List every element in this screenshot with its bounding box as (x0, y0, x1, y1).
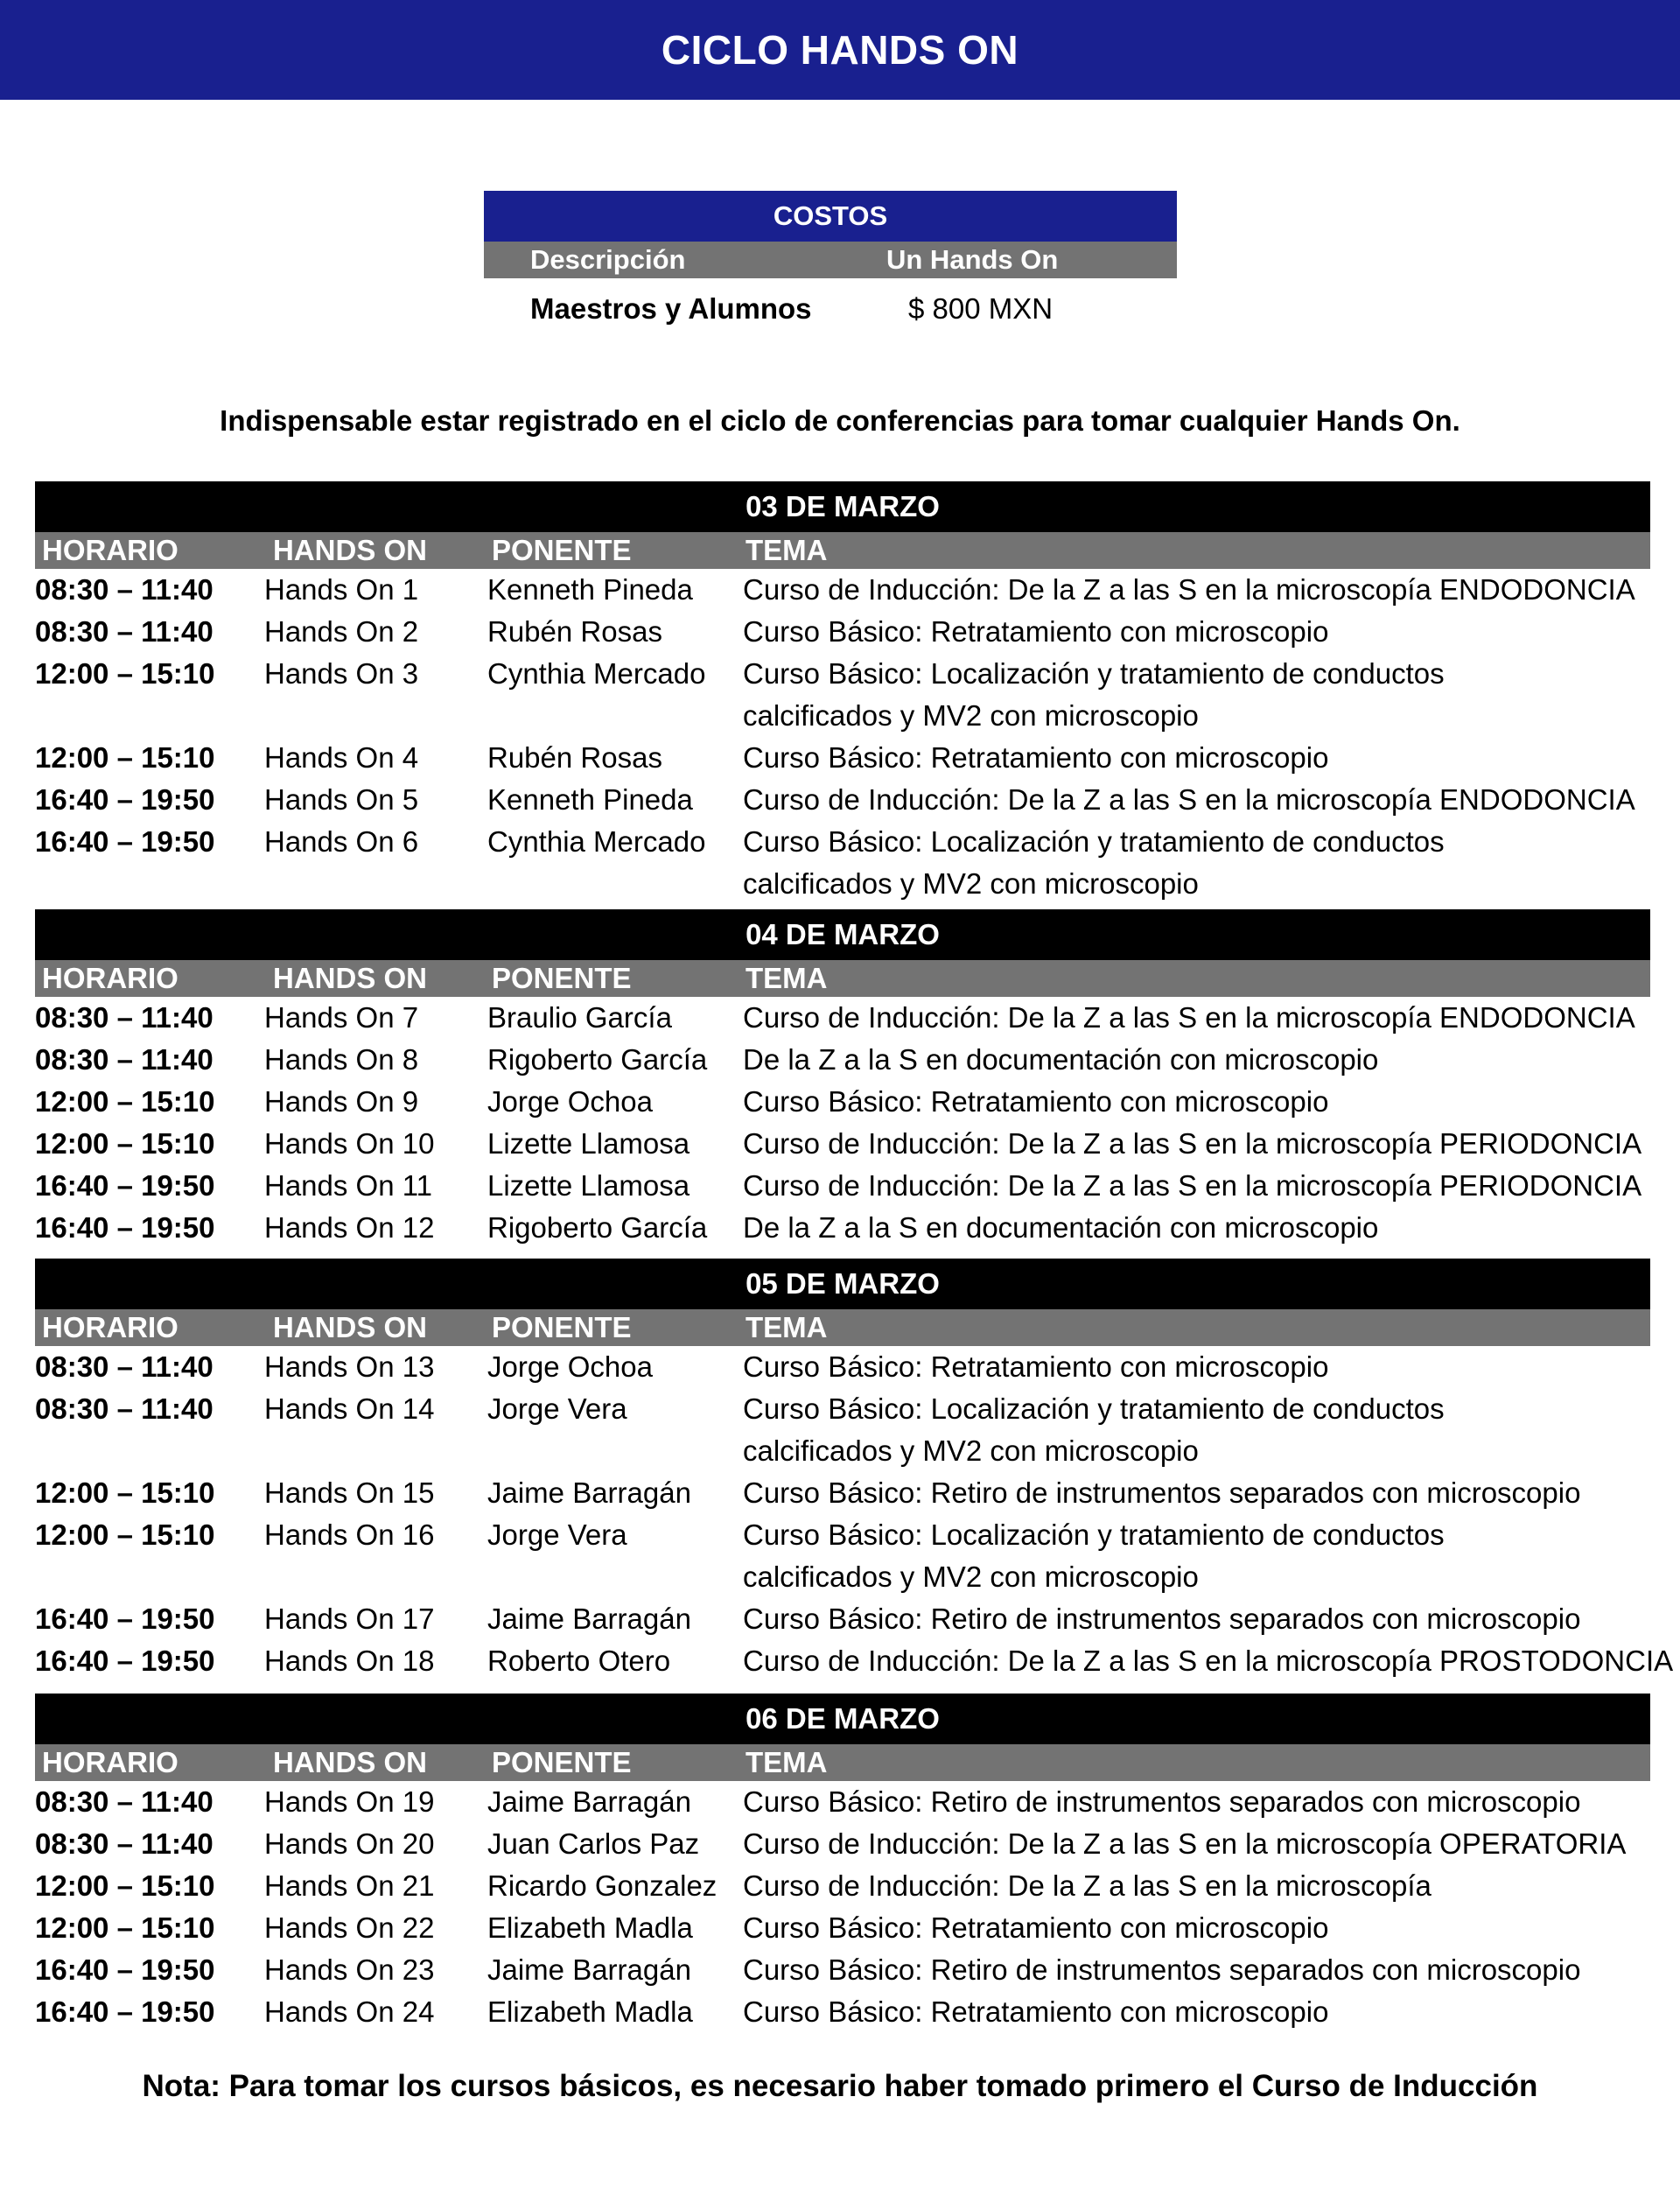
day-rows (35, 1781, 1650, 2033)
schedule-row (35, 1472, 1650, 1514)
col-hands-on: HANDS ON (273, 1311, 428, 1343)
speaker-cell: Braulio García (487, 1001, 672, 1034)
time-cell: 12:00 – 15:10 (35, 1476, 215, 1509)
hands-on-cell: Hands On 7 (264, 1001, 419, 1034)
speaker-cell: Elizabeth Madla (487, 1911, 693, 1944)
schedule-row (35, 997, 1650, 1039)
day-title: 03 DE MARZO (35, 481, 1650, 532)
col-hands-on: HANDS ON (273, 534, 428, 566)
day-title: 06 DE MARZO (35, 1694, 1650, 1744)
topic-cell: Curso Básico: Localización y tratamiento de conductos (743, 1518, 1445, 1551)
time-cell: 12:00 – 15:10 (35, 1518, 215, 1551)
schedule-row (35, 1991, 1650, 2033)
speaker-cell: Jorge Ochoa (487, 1350, 653, 1383)
day-section (35, 909, 1650, 1249)
schedule-row (35, 1388, 1650, 1472)
day-section (35, 481, 1650, 905)
hands-on-cell: Hands On 21 (264, 1869, 435, 1902)
topic-cell: Curso Básico: Retratamiento con microscopio (743, 1085, 1329, 1118)
topic-cell: Curso Básico: Retratamiento con microscopio (743, 1995, 1329, 2028)
topic-cell: De la Z a la S en documentación con microscopio (743, 1211, 1379, 1244)
hands-on-cell: Hands On 14 (264, 1392, 435, 1425)
time-cell: 08:30 – 11:40 (35, 573, 214, 606)
time-cell: 08:30 – 11:40 (35, 1350, 214, 1383)
schedule-row (35, 1823, 1650, 1865)
time-cell: 16:40 – 19:50 (35, 783, 215, 816)
time-cell: 12:00 – 15:10 (35, 657, 215, 690)
speaker-cell: Cynthia Mercado (487, 825, 706, 858)
topic-cell: Curso Básico: Retiro de instrumentos separados con microscopio (743, 1476, 1581, 1509)
col-ponente: PONENTE (492, 1746, 632, 1778)
hands-on-cell: Hands On 20 (264, 1827, 435, 1860)
col-tema: TEMA (746, 534, 828, 566)
topic-continuation-cell: calcificados y MV2 con microscopio (743, 699, 1199, 732)
topic-cell: Curso Básico: Retiro de instrumentos separados con microscopio (743, 1602, 1581, 1635)
col-ponente: PONENTE (492, 1311, 632, 1343)
speaker-cell: Elizabeth Madla (487, 1995, 693, 2028)
costs-table (484, 191, 1177, 340)
topic-cell: Curso Básico: Localización y tratamiento de conductos (743, 825, 1445, 858)
topic-cell: Curso Básico: Retratamiento con microscopio (743, 1911, 1329, 1944)
schedule-row (35, 1907, 1650, 1949)
hands-on-cell: Hands On 5 (264, 783, 419, 816)
column-header-row (35, 532, 1650, 569)
schedule-row (35, 1781, 1650, 1823)
schedule-row (35, 1165, 1650, 1207)
schedule-row (35, 1514, 1650, 1598)
speaker-cell: Roberto Otero (487, 1645, 671, 1677)
speaker-cell: Ricardo Gonzalez (487, 1869, 718, 1902)
speaker-cell: Rigoberto García (487, 1211, 708, 1244)
page-banner (0, 0, 1680, 100)
speaker-cell: Jaime Barragán (487, 1602, 691, 1635)
hands-on-cell: Hands On 2 (264, 615, 419, 648)
day-rows (35, 997, 1650, 1249)
costs-header-row (484, 242, 1177, 278)
hands-on-cell: Hands On 1 (264, 573, 419, 606)
column-header-row (35, 1744, 1650, 1781)
time-cell: 16:40 – 19:50 (35, 1995, 215, 2028)
time-cell: 08:30 – 11:40 (35, 1785, 214, 1818)
schedule-row (35, 1346, 1650, 1388)
hands-on-cell: Hands On 10 (264, 1127, 435, 1160)
schedule-row (35, 779, 1650, 821)
time-cell: 16:40 – 19:50 (35, 1602, 215, 1635)
schedule-row (35, 1598, 1650, 1640)
topic-cell: Curso de Inducción: De la Z a las S en la microscopía PROSTODONCIA (743, 1645, 1674, 1677)
topic-continuation-cell: calcificados y MV2 con microscopio (743, 867, 1199, 900)
topic-cell: Curso de Inducción: De la Z a las S en la microscopía OPERATORIA (743, 1827, 1627, 1860)
time-cell: 08:30 – 11:40 (35, 1001, 214, 1034)
costs-row (484, 278, 1177, 340)
topic-cell: Curso Básico: Retratamiento con microscopio (743, 1350, 1329, 1383)
col-tema: TEMA (746, 962, 828, 994)
topic-cell: Curso de Inducción: De la Z a las S en la microscopía ENDODONCIA (743, 573, 1635, 606)
hands-on-cell: Hands On 16 (264, 1518, 435, 1551)
col-ponente: PONENTE (492, 534, 632, 566)
topic-continuation-cell: calcificados y MV2 con microscopio (743, 1434, 1199, 1467)
time-cell: 08:30 – 11:40 (35, 1827, 214, 1860)
costs-row-label: Maestros y Alumnos (530, 292, 812, 325)
schedule-row (35, 1640, 1674, 1682)
schedule-row (35, 1207, 1650, 1249)
hands-on-cell: Hands On 19 (264, 1785, 435, 1818)
time-cell: 16:40 – 19:50 (35, 1169, 215, 1202)
topic-cell: Curso Básico: Retiro de instrumentos separados con microscopio (743, 1785, 1581, 1818)
speaker-cell: Jaime Barragán (487, 1476, 691, 1509)
speaker-cell: Lizette Llamosa (487, 1127, 690, 1160)
hands-on-cell: Hands On 22 (264, 1911, 435, 1944)
time-cell: 08:30 – 11:40 (35, 1043, 214, 1076)
hands-on-cell: Hands On 6 (264, 825, 419, 858)
schedule-row (35, 611, 1650, 653)
day-title: 05 DE MARZO (35, 1259, 1650, 1309)
col-horario: HORARIO (42, 534, 178, 566)
time-cell: 12:00 – 15:10 (35, 1085, 215, 1118)
speaker-cell: Rubén Rosas (487, 741, 662, 774)
time-cell: 08:30 – 11:40 (35, 1392, 214, 1425)
topic-cell: Curso Básico: Localización y tratamiento de conductos (743, 1392, 1445, 1425)
speaker-cell: Jaime Barragán (487, 1953, 691, 1986)
speaker-cell: Kenneth Pineda (487, 573, 693, 606)
schedule-row (35, 1123, 1650, 1165)
schedule-row (35, 1081, 1650, 1123)
topic-cell: Curso de Inducción: De la Z a las S en la microscopía ENDODONCIA (743, 783, 1635, 816)
col-horario: HORARIO (42, 1746, 178, 1778)
costs-col-price: Un Hands On (886, 244, 1059, 275)
col-hands-on: HANDS ON (273, 962, 428, 994)
topic-cell: Curso de Inducción: De la Z a las S en la microscopía ENDODONCIA (743, 1001, 1635, 1034)
col-hands-on: HANDS ON (273, 1746, 428, 1778)
day-title: 04 DE MARZO (35, 909, 1650, 960)
topic-cell: De la Z a la S en documentación con microscopio (743, 1043, 1379, 1076)
col-tema: TEMA (746, 1311, 828, 1343)
hands-on-cell: Hands On 3 (264, 657, 419, 690)
time-cell: 12:00 – 15:10 (35, 1869, 215, 1902)
schedule-row (35, 1865, 1650, 1907)
costs-title: COSTOS (484, 191, 1177, 242)
day-section (35, 1694, 1650, 2033)
time-cell: 08:30 – 11:40 (35, 615, 214, 648)
topic-cell: Curso Básico: Localización y tratamiento de conductos (743, 657, 1445, 690)
col-ponente: PONENTE (492, 962, 632, 994)
topic-cell: Curso de Inducción: De la Z a las S en la microscopía PERIODONCIA (743, 1127, 1642, 1160)
costs-col-description: Descripción (530, 244, 686, 275)
hands-on-cell: Hands On 18 (264, 1645, 435, 1677)
footer-note: Nota: Para tomar los cursos básicos, es necesario haber tomado primero el Curso de Inducción (142, 2069, 1538, 2103)
speaker-cell: Jorge Vera (487, 1392, 627, 1425)
speaker-cell: Cynthia Mercado (487, 657, 706, 690)
schedule-row (35, 1949, 1650, 1991)
time-cell: 12:00 – 15:10 (35, 741, 215, 774)
time-cell: 16:40 – 19:50 (35, 1953, 215, 1986)
speaker-cell: Kenneth Pineda (487, 783, 693, 816)
topic-continuation-cell: calcificados y MV2 con microscopio (743, 1560, 1199, 1593)
hands-on-cell: Hands On 13 (264, 1350, 435, 1383)
time-cell: 16:40 – 19:50 (35, 1645, 215, 1677)
schedule-row (35, 569, 1650, 611)
col-horario: HORARIO (42, 962, 178, 994)
schedule-row (35, 737, 1650, 779)
day-section (35, 1259, 1674, 1682)
hands-on-cell: Hands On 4 (264, 741, 419, 774)
requirement-note: Indispensable estar registrado en el ciclo de conferencias para tomar cualquier Hands On. (220, 404, 1460, 437)
costs-row-value: $ 800 MXN (908, 292, 1054, 325)
hands-on-cell: Hands On 24 (264, 1995, 435, 2028)
hands-on-cell: Hands On 15 (264, 1476, 435, 1509)
column-header-row (35, 1309, 1650, 1346)
speaker-cell: Rubén Rosas (487, 615, 662, 648)
time-cell: 16:40 – 19:50 (35, 1211, 215, 1244)
hands-on-cell: Hands On 23 (264, 1953, 435, 1986)
speaker-cell: Jorge Vera (487, 1518, 627, 1551)
time-cell: 16:40 – 19:50 (35, 825, 215, 858)
hands-on-cell: Hands On 11 (264, 1169, 433, 1202)
topic-cell: Curso de Inducción: De la Z a las S en la microscopía (743, 1869, 1432, 1902)
speaker-cell: Jaime Barragán (487, 1785, 691, 1818)
schedule-row (35, 653, 1650, 737)
speaker-cell: Jorge Ochoa (487, 1085, 653, 1118)
speaker-cell: Juan Carlos Paz (487, 1827, 700, 1860)
column-header-row (35, 960, 1650, 997)
topic-cell: Curso de Inducción: De la Z a las S en la microscopía PERIODONCIA (743, 1169, 1642, 1202)
day-rows (35, 569, 1650, 905)
hands-on-cell: Hands On 17 (264, 1602, 435, 1635)
time-cell: 12:00 – 15:10 (35, 1127, 215, 1160)
page-title: CICLO HANDS ON (661, 27, 1019, 73)
topic-cell: Curso Básico: Retiro de instrumentos separados con microscopio (743, 1953, 1581, 1986)
topic-cell: Curso Básico: Retratamiento con microscopio (743, 741, 1329, 774)
col-tema: TEMA (746, 1746, 828, 1778)
speaker-cell: Lizette Llamosa (487, 1169, 690, 1202)
time-cell: 12:00 – 15:10 (35, 1911, 215, 1944)
col-horario: HORARIO (42, 1311, 178, 1343)
schedule-row (35, 821, 1650, 905)
day-rows (35, 1346, 1674, 1682)
hands-on-cell: Hands On 9 (264, 1085, 419, 1118)
hands-on-cell: Hands On 8 (264, 1043, 419, 1076)
topic-cell: Curso Básico: Retratamiento con microscopio (743, 615, 1329, 648)
speaker-cell: Rigoberto García (487, 1043, 708, 1076)
hands-on-cell: Hands On 12 (264, 1211, 435, 1244)
schedule-row (35, 1039, 1650, 1081)
